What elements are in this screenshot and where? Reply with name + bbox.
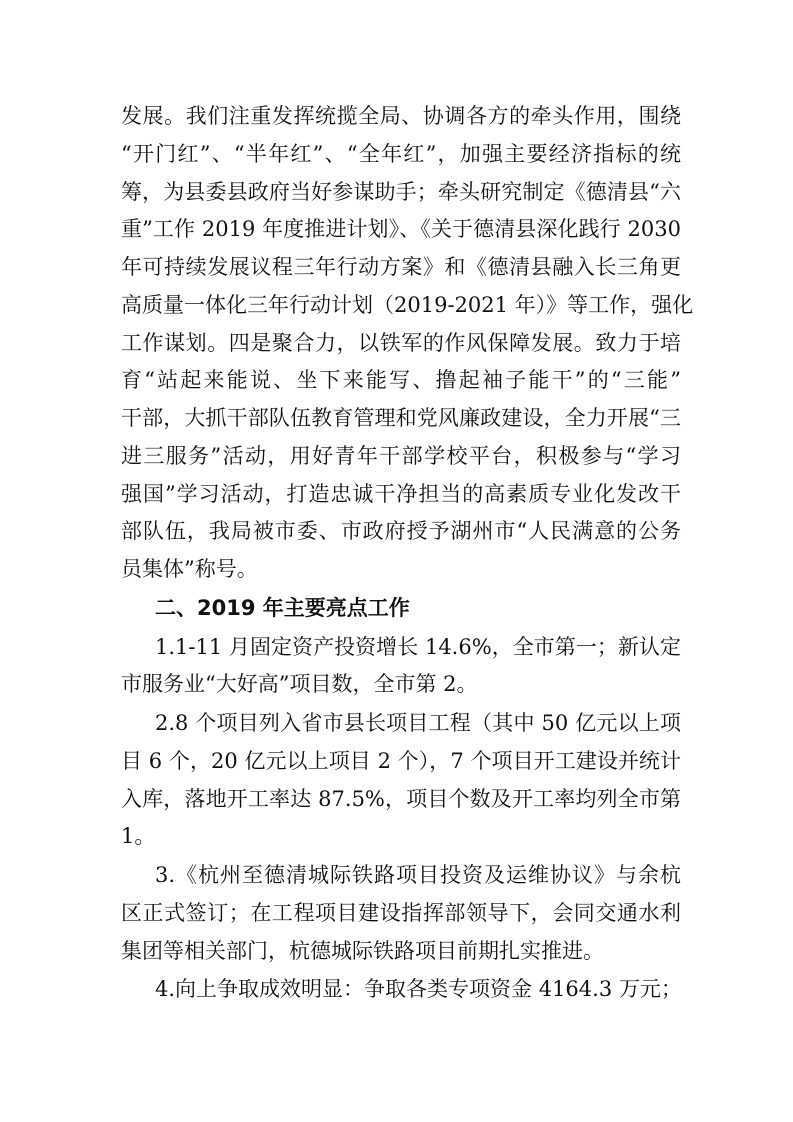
text-line: 筹，为县委县政府当好参谋助手；牵头研究制定《德清县“六 — [121, 179, 681, 204]
text-line: 员集体”称号。 — [121, 557, 258, 581]
paragraph — [121, 98, 694, 589]
paragraph — [121, 971, 681, 1009]
text-line: 高质量一体化三年行动计划（2019-2021 年）》等工作，强化 — [121, 292, 694, 317]
text-line: 市服务业“大好高”项目数，全市第 2。 — [121, 672, 478, 697]
text-line: 育“站起来能说、坐下来能写、撸起袖子能干”的“三能” — [121, 368, 681, 393]
text-line: 入库，落地开工率达 87.5%，项目个数及开工率均列全市第 — [121, 786, 681, 811]
text-line: 部队伍，我局被市委、市政府授予湖州市“人民满意的公务 — [121, 519, 681, 544]
text-line: 重”工作 2019 年度推进计划》、《关于德清县深化践行 2030 — [121, 217, 681, 242]
section-heading — [121, 590, 681, 628]
text-line: 年可持续发展议程三年行动方案》和《德清县融入长三角更 — [121, 255, 681, 279]
text-line: “开门红”、“半年红”、“全年红”，加强主要经济指标的统 — [121, 141, 681, 166]
paragraph — [121, 705, 681, 856]
text-line: 3.《杭州至德清城际铁路项目投资及运维协议》与余杭 — [155, 863, 681, 887]
text-line: 1.1-11 月固定资产投资增长 14.6%，全市第一；新认定 — [155, 634, 681, 659]
paragraph — [121, 629, 681, 705]
text-line: 进三服务”活动，用好青年干部学校平台，积极参与“学习 — [121, 443, 681, 468]
text-line: 目 6 个，20 亿元以上项目 2 个），7 个项目开工建设并统计 — [121, 748, 681, 773]
document-page — [121, 98, 694, 1009]
text-line: 工作谋划。四是聚合力，以铁军的作风保障发展。致力于培 — [121, 330, 681, 355]
text-line: 强国”学习活动，打造忠诚干净担当的高素质专业化发改干 — [121, 481, 681, 506]
text-line: 二、2019 年主要亮点工作 — [155, 595, 410, 620]
text-line: 区正式签订；在工程项目建设指挥部领导下，会同交通水利 — [121, 900, 681, 925]
text-line: 1。 — [121, 824, 156, 849]
text-line: 2.8 个项目列入省市县长项目工程（其中 50 亿元以上项 — [155, 711, 681, 735]
text-line: 发展。我们注重发挥统揽全局、协调各方的牵头作用，围绕 — [121, 104, 681, 128]
text-line: 集团等相关部门，杭德城际铁路项目前期扎实推进。 — [121, 938, 604, 963]
paragraph — [121, 857, 681, 970]
text-line: 干部，大抓干部队伍教育管理和党风廉政建设，全力开展“三 — [121, 406, 681, 430]
text-line: 4.向上争取成效明显：争取各类专项资金 4164.3 万元； — [155, 977, 682, 1002]
